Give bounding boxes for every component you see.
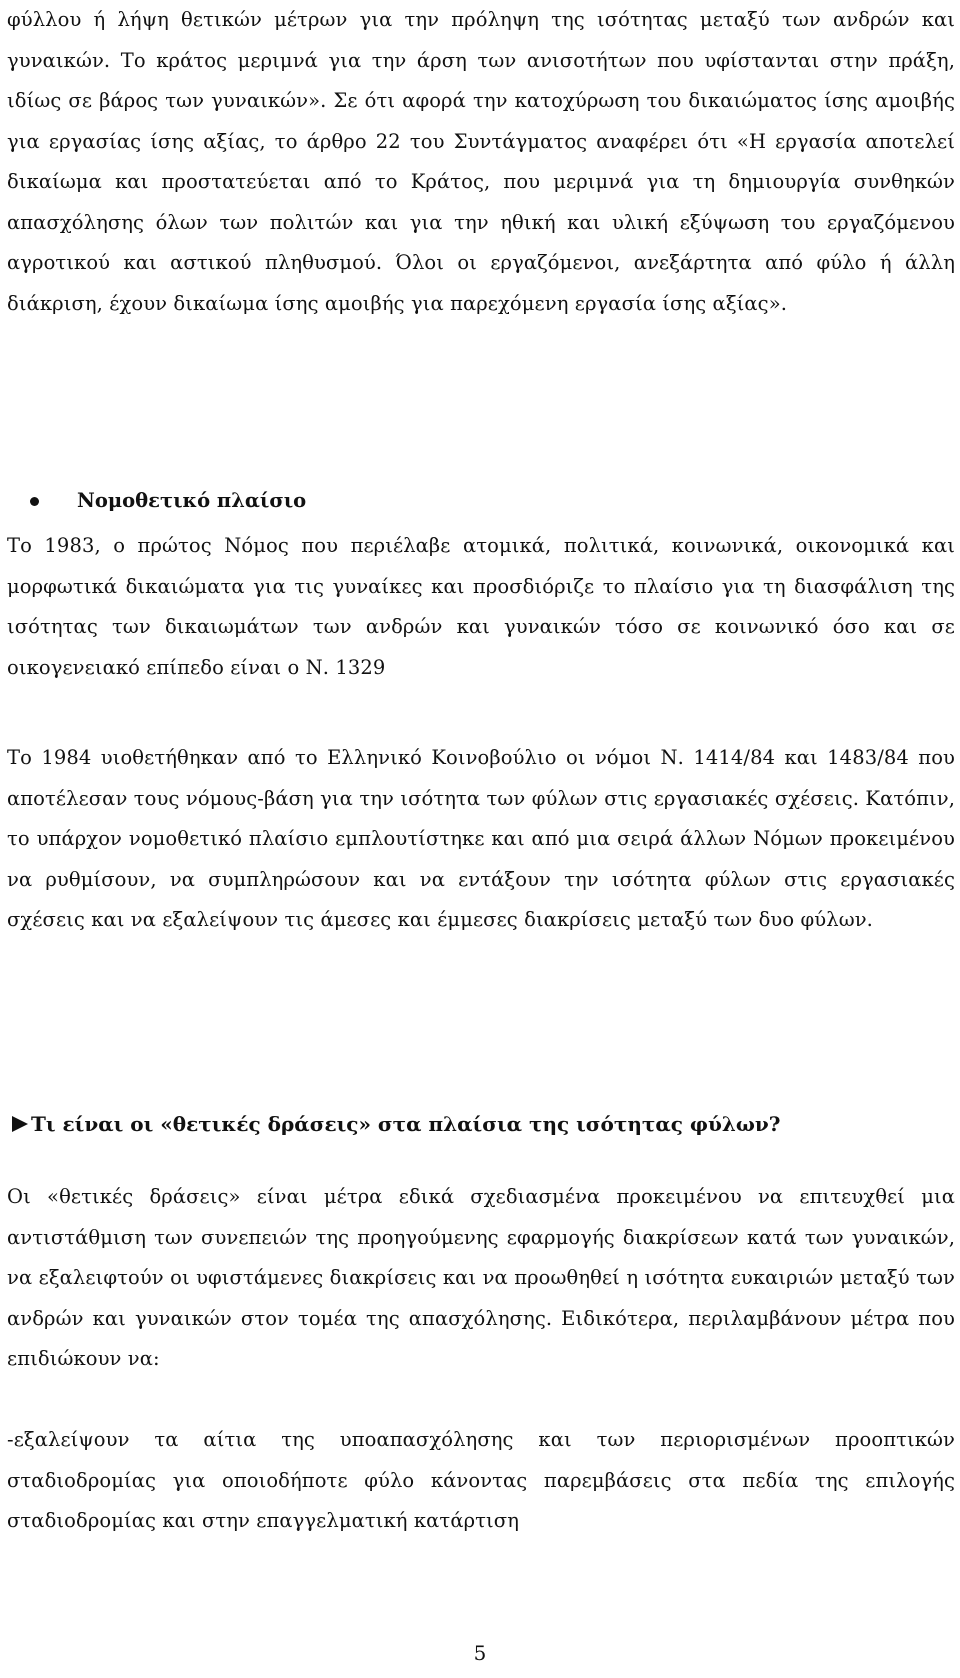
positive-actions-heading-text: Τι είναι οι «θετικές δράσεις» στα πλαίσια της ισότητας φύλων? — [31, 1112, 781, 1136]
intro-paragraph: φύλλου ή λήψη θετικών μέτρων για την πρόληψη της ισότητας μεταξύ των ανδρών και γυναικών. Το κράτος μεριμνά για την άρση των ανισοτήτων που υφίστανται στην πράξη, ιδίως σε βάρος των γυναικών». Σε ότι αφορά την κατοχύρωση του δικαιώματος ίσης αμοιβής για εργασίας ίσης αξίας, το άρθρο 22 του Συντάγματος αναφέρει ότι «Η εργασία αποτελεί δικαίωμα και προστατεύεται από το Κράτος, που μεριμνά για τη δημιουργία συνθηκών απασχόλησης όλων των πολιτών και για την ηθική και υλική εξύψωση του εργαζόμενου αγροτικού και αστικού πληθυσμού. Όλοι οι εργαζόμενοι, ανεξάρτητα από φύλο ή άλλη διάκριση, έχουν δικαίωμα ίσης αμοιβής για παρεχόμενη εργασία ίσης αξίας». — [7, 8, 955, 315]
page-number: 5 — [473, 1641, 487, 1665]
law-1983-paragraph: Το 1983, ο πρώτος Νόμος που περιέλαβε ατομικά, πολιτικά, κοινωνικά, οικονομικά και μορφωτικά δικαιώματα για τις γυναίκες και προσδιόριζε το πλαίσιο για τη διασφάλιση της ισότητας των δικαιωμάτων των ανδρών και γυναικών τόσο σε κοινωνικό όσο και σε οικογενειακό επίπεδο είναι ο Ν. 1329 — [7, 534, 955, 679]
legal-framework-heading-text: Νομοθετικό πλαίσιο — [77, 489, 307, 512]
positive-actions-paragraph: Οι «θετικές δράσεις» είναι μέτρα εδικά σχεδιασμένα προκειμένου να επιτευχθεί μια αντιστάθμιση των συνεπειών της προηγούμενης εφαρμογής διακρίσεων κατά των γυναικών, να εξαλειφτούν οι υφιστάμενες διακρίσεις και να προωθηθεί η ισότητα ευκαιριών μεταξύ των ανδρών και γυναικών στον τομέα της απασχόλησης. Ειδικότερα, περιλαμβάνουν μέτρα που επιδιώκουν να: — [7, 1185, 955, 1370]
legal-framework-heading — [30, 486, 306, 516]
dash-list-item: -εξαλείψουν τα αίτια της υποαπασχόλησης και των περιορισμένων προοπτικών σταδιοδρομίας για οποιοδήποτε φύλο κάνοντας παρεμβάσεις στα πεδία της επιλογής σταδιοδρομίας και στην επαγγελματική κατάρτιση — [7, 1428, 955, 1532]
positive-actions-heading — [7, 1109, 781, 1139]
bullet-dot-icon — [30, 497, 39, 506]
law-1984-paragraph: Το 1984 υιοθετήθηκαν από το Ελληνικό Κοινοβούλιο οι νόμοι Ν. 1414/84 και 1483/84 που αποτέλεσαν τους νόμους-βάση για την ισότητα των φύλων στις εργασιακές σχέσεις. Κατόπιν, το υπάρχον νομοθετικό πλαίσιο εμπλουτίστηκε και από μια σειρά άλλων Νόμων προκειμένου να ρυθμίσουν, να συμπληρώσουν και να εντάξουν την ισότητα φύλων στις εργασιακές σχέσεις και να εξαλείψουν τις άμεσες και έμμεσες διακρίσεις μεταξύ των δυο φύλων. — [7, 746, 955, 931]
right-pointer-arrow-icon — [12, 1116, 28, 1132]
